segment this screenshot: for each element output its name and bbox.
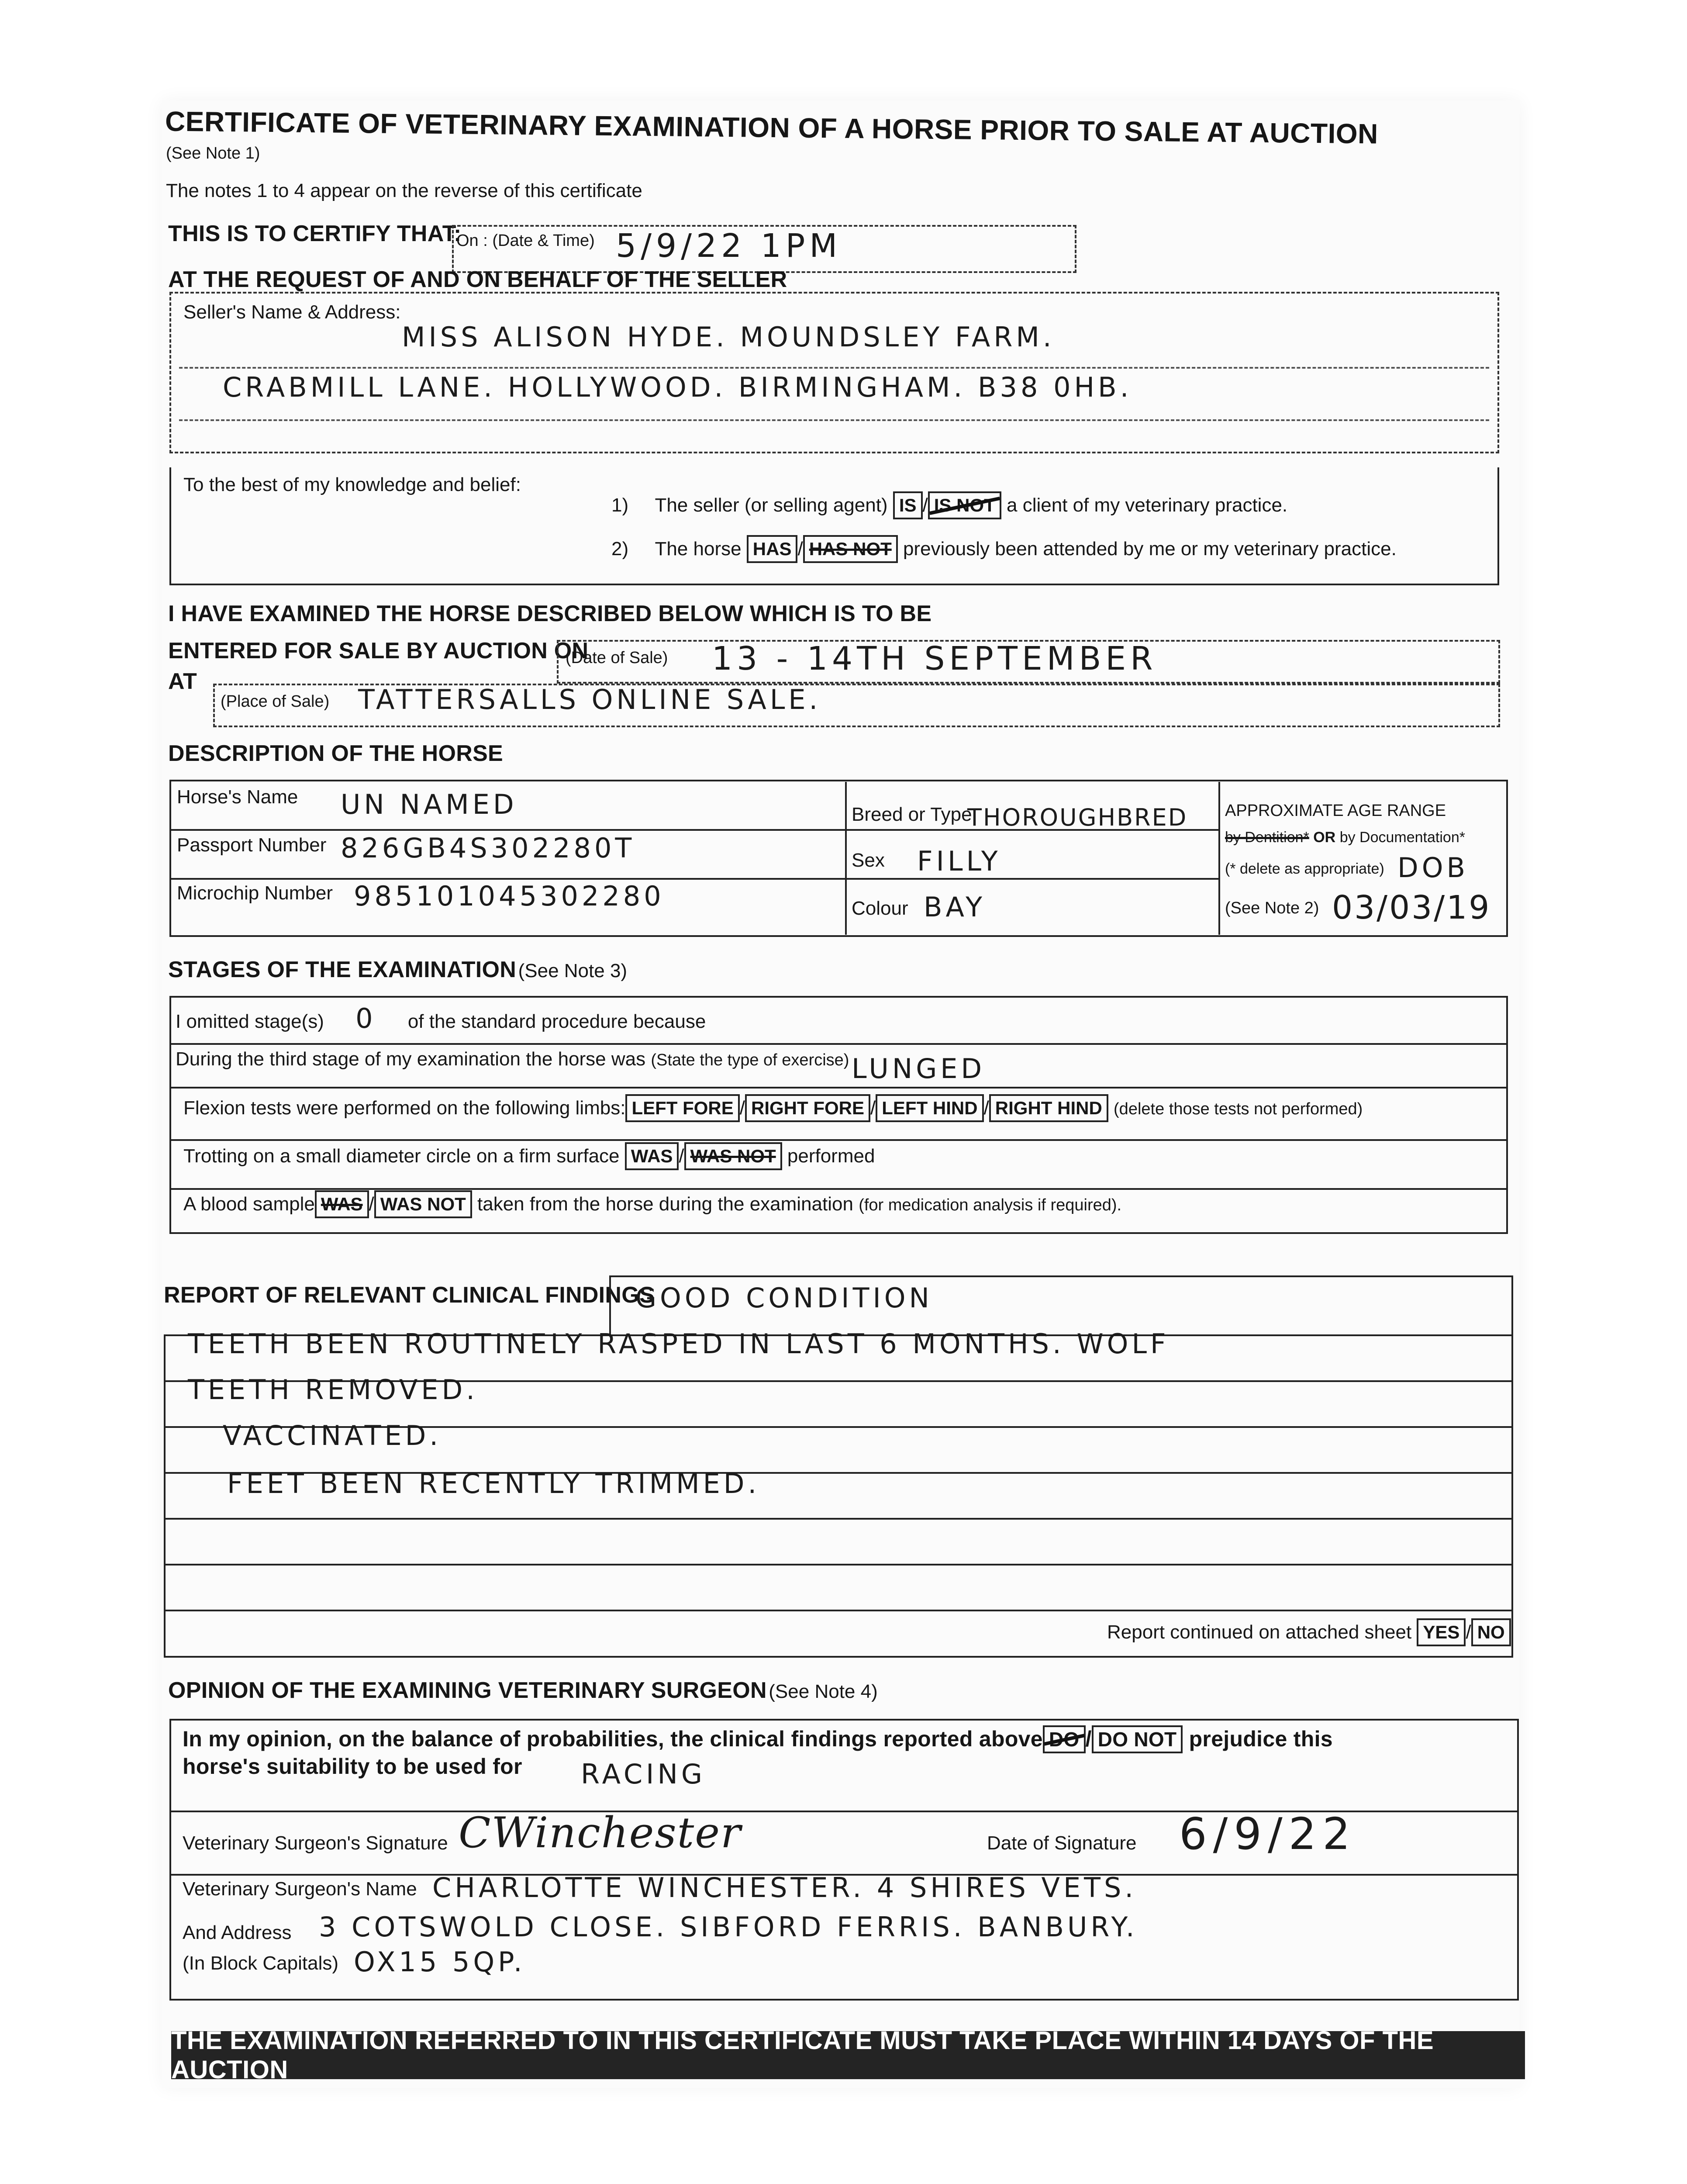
trotting-row: Trotting on a small diameter circle on a firm surface WAS / WAS NOT performed xyxy=(183,1142,875,1170)
report-continued-row: Report continued on attached sheet YES / NO xyxy=(1107,1618,1511,1646)
opinion-do-not-option[interactable]: DO NOT xyxy=(1092,1725,1183,1753)
signature-value: CWinchester xyxy=(459,1808,742,1857)
passport-value: 826GB4S302280T xyxy=(341,832,635,864)
report-heading: REPORT OF RELEVANT CLINICAL FINDINGS xyxy=(164,1282,655,1308)
horse-name-value: UN NAMED xyxy=(341,788,517,820)
third-stage-value: LUNGED xyxy=(852,1053,986,1085)
address-label: And Address xyxy=(183,1922,292,1943)
knowledge-statement-2: 2) The horse HAS / HAS NOT previously been attended by me or my veterinary practice. xyxy=(611,535,1397,563)
seller-is-not-option[interactable]: IS NOT xyxy=(928,491,1001,519)
age-see-note: (See Note 2) xyxy=(1225,899,1319,917)
passport-label: Passport Number xyxy=(177,834,327,856)
footer-text: THE EXAMINATION REFERRED TO IN THIS CERTIFICATE MUST TAKE PLACE WITHIN 14 DAYS OF THE AUCTION xyxy=(171,2026,1434,2084)
footer-banner xyxy=(171,2026,1525,2084)
sex-value: FILLY xyxy=(917,845,1001,877)
notes-line: The notes 1 to 4 appear on the reverse of this certificate xyxy=(166,180,642,201)
stages-heading: STAGES OF THE EXAMINATION (See Note 3) xyxy=(168,957,628,982)
age-options: by Dentition* OR by Documentation* xyxy=(1225,829,1465,846)
microchip-value: 985101045302280 xyxy=(354,880,665,912)
opinion-do-option[interactable]: DO xyxy=(1043,1725,1086,1753)
address-label-2: (In Block Capitals) xyxy=(183,1952,339,1974)
surgeon-name-label: Veterinary Surgeon's Name xyxy=(183,1878,417,1900)
date-of-signature-label: Date of Signature xyxy=(987,1832,1137,1854)
blood-was-option[interactable]: WAS xyxy=(315,1190,369,1218)
address-value-1: 3 COTSWOLD CLOSE. SIBFORD FERRIS. BANBURY. xyxy=(319,1911,1138,1943)
age-by-documentation[interactable]: by Documentation* xyxy=(1339,829,1465,846)
limb-right-fore[interactable]: RIGHT FORE xyxy=(745,1094,870,1122)
age-dob: DOB xyxy=(1397,852,1469,884)
opinion-text-line1: In my opinion, on the balance of probabilities, the clinical findings reported above DO / DO NOT prejudice this xyxy=(183,1725,1333,1753)
colour-label: Colour xyxy=(852,898,908,919)
report-line-0: GOOD CONDITION xyxy=(635,1282,933,1314)
continued-yes-option[interactable]: YES xyxy=(1417,1618,1466,1646)
seller-line1: MISS ALISON HYDE. MOUNDSLEY FARM. xyxy=(402,321,1055,353)
opinion-use-value: RACING xyxy=(581,1758,706,1790)
seller-label: Seller's Name & Address: xyxy=(183,301,401,323)
description-heading: DESCRIPTION OF THE HORSE xyxy=(168,741,504,766)
knowledge-statement-1: 1) The seller (or selling agent) IS / IS NOT a client of my veterinary practice. xyxy=(611,491,1287,519)
certify-label: THIS IS TO CERTIFY THAT: xyxy=(168,221,462,246)
report-line-2: TEETH REMOVED. xyxy=(188,1374,478,1406)
signature-label: Veterinary Surgeon's Signature xyxy=(183,1832,448,1854)
certificate-title: CERTIFICATE OF VETERINARY EXAMINATION OF A HORSE PRIOR TO SALE AT AUCTION xyxy=(165,105,1379,150)
sale-place-label: (Place of Sale) xyxy=(221,692,330,711)
third-stage-row: During the third stage of my examination the horse was (State the type of exercise) xyxy=(176,1048,849,1070)
limb-left-hind[interactable]: LEFT HIND xyxy=(876,1094,983,1122)
sale-line2: ENTERED FOR SALE BY AUCTION ON xyxy=(168,638,589,663)
horse-name-label: Horse's Name xyxy=(177,786,298,808)
colour-value: BAY xyxy=(924,891,986,923)
trot-was-option[interactable]: WAS xyxy=(625,1142,679,1170)
horse-has-not-option[interactable]: HAS NOT xyxy=(803,535,898,563)
breed-value: THOROUGHBRED xyxy=(967,804,1188,831)
report-line-3: VACCINATED. xyxy=(223,1420,442,1451)
sale-line1: I HAVE EXAMINED THE HORSE DESCRIBED BELOW WHICH IS TO BE xyxy=(168,601,932,626)
report-line-4: FEET BEEN RECENTLY TRIMMED. xyxy=(227,1468,760,1500)
address-value-2: OX15 5QP. xyxy=(354,1946,526,1978)
breed-label: Breed or Type xyxy=(852,804,972,825)
age-by-dentition[interactable]: by Dentition* xyxy=(1225,829,1309,846)
opinion-text-line2: horse's suitability to be used for xyxy=(183,1754,522,1779)
blood-sample-row: A blood sample WAS / WAS NOT taken from the horse during the examination (for medication analysis if required). xyxy=(183,1190,1121,1218)
date-of-signature-value: 6/9/22 xyxy=(1179,1808,1356,1859)
seller-is-option[interactable]: IS xyxy=(893,491,923,519)
sex-label: Sex xyxy=(852,850,885,871)
see-note-1: (See Note 1) xyxy=(166,144,260,162)
omitted-row: I omitted stage(s) 0 of the standard procedure because xyxy=(176,1002,706,1034)
report-line-1: TEETH BEEN ROUTINELY RASPED IN LAST 6 MONTHS. WOLF xyxy=(188,1328,1170,1360)
trot-was-not-option[interactable]: WAS NOT xyxy=(684,1142,782,1170)
limb-left-fore[interactable]: LEFT FORE xyxy=(625,1094,739,1122)
continued-no-option[interactable]: NO xyxy=(1471,1618,1511,1646)
sale-date-value: 13 - 14TH SEPTEMBER xyxy=(712,640,1157,677)
on-date-value: 5/9/22 1PM xyxy=(616,227,842,265)
opinion-heading: OPINION OF THE EXAMINING VETERINARY SURGEON (See Note 4) xyxy=(168,1678,878,1703)
seller-line2: CRABMILL LANE. HOLLYWOOD. BIRMINGHAM. B38 0HB. xyxy=(223,371,1132,403)
age-heading: APPROXIMATE AGE RANGE xyxy=(1225,802,1446,820)
age-delete-note: (* delete as appropriate) xyxy=(1225,860,1384,877)
omitted-value: 0 xyxy=(355,1002,376,1034)
limb-right-hind[interactable]: RIGHT HIND xyxy=(989,1094,1108,1122)
horse-has-option[interactable]: HAS xyxy=(747,535,798,563)
sale-date-label: (Date of Sale) xyxy=(566,649,668,667)
flexion-row: Flexion tests were performed on the following limbs: LEFT FORE / RIGHT FORE / LEFT HIND / RIGHT HIND (delete those tests not performed) xyxy=(183,1094,1363,1122)
on-date-label: On : (Date & Time) xyxy=(456,232,595,250)
sale-at: AT xyxy=(168,669,197,694)
microchip-label: Microchip Number xyxy=(177,882,333,904)
age-value: 03/03/19 xyxy=(1332,889,1491,926)
request-line: AT THE REQUEST OF AND ON BEHALF OF THE SELLER xyxy=(168,267,787,292)
sale-place-value: TATTERSALLS ONLINE SALE. xyxy=(358,684,821,715)
surgeon-name-value: CHARLOTTE WINCHESTER. 4 SHIRES VETS. xyxy=(432,1872,1137,1904)
blood-was-not-option[interactable]: WAS NOT xyxy=(374,1190,472,1218)
knowledge-label: To the best of my knowledge and belief: xyxy=(183,474,521,495)
